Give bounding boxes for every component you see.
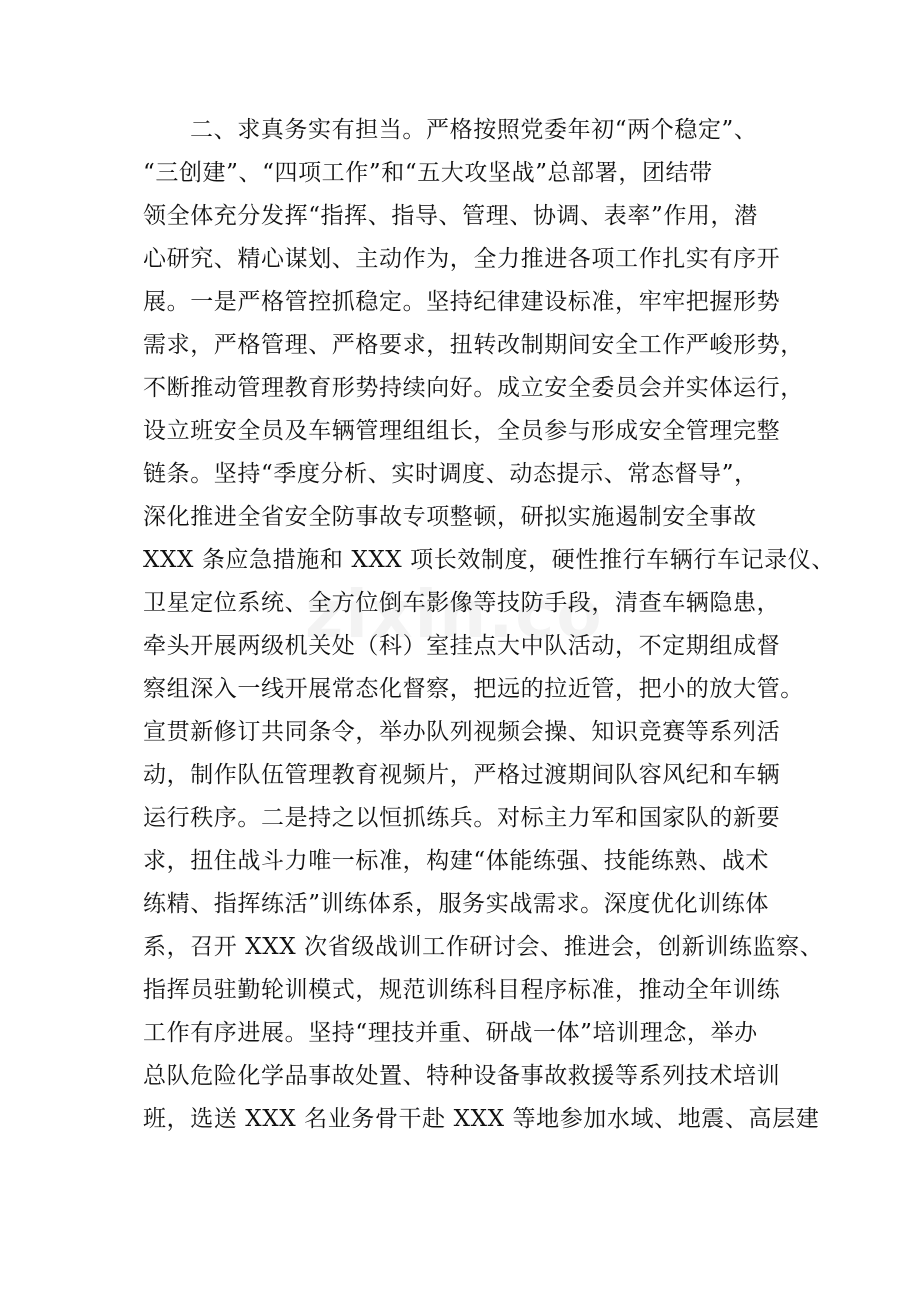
paragraph-line: 班，选送 XXX 名业务骨干赴 XXX 等地参加水域、地震、高层建 bbox=[143, 1106, 820, 1132]
paragraph-line: 动，制作队伍管理教育视频片，严格过渡期间队容风纪和车辆 bbox=[143, 762, 781, 788]
paragraph-line: 察组深入一线开展常态化督察，把远的拉近管，把小的放大管。 bbox=[143, 676, 804, 702]
svg-text:zixin.com: zixin.co bbox=[305, 576, 604, 653]
paragraph-line: 链条。坚持“季度分析、实时调度、动态提示、常态督导”， bbox=[143, 461, 758, 487]
paragraph-line: 系，召开 XXX 次省级战训工作研讨会、推进会，创新训练监察、 bbox=[143, 934, 824, 960]
paragraph-line: 领全体充分发挥“指挥、指导、管理、协调、表率”作用，潜 bbox=[143, 203, 758, 229]
paragraph-line: 深化推进全省安全防事故专项整顿，研拟实施遏制安全事故 bbox=[143, 504, 757, 530]
paragraph-line: 牵头开展两级机关处（科）室挂点大中队活动，不定期组成督 bbox=[143, 633, 781, 659]
paragraph-line: 心研究、精心谋划、主动作为，全力推进各项工作扎实有序开 bbox=[143, 246, 781, 272]
paragraph-line: 展。一是严格管控抓稳定。坚持纪律建设标准，牢牢把握形势 bbox=[143, 289, 781, 315]
paragraph-line: 求，扭住战斗力唯一标准，构建“体能练强、技能练熟、战术 bbox=[143, 848, 769, 874]
paragraph-line: XXX 条应急措施和 XXX 项长效制度，硬性推行车辆行车记录仪、 bbox=[143, 547, 835, 573]
paragraph-line: 总队危险化学品事故处置、特种设备事故救援等系列技术培训 bbox=[143, 1063, 781, 1089]
paragraph-line: 指挥员驻勤轮训模式，规范训练科目程序标准，推动全年训练 bbox=[143, 977, 781, 1003]
paragraph-line: 不断推动管理教育形势持续向好。成立安全委员会并实体运行， bbox=[143, 375, 804, 401]
paragraph-line: 卫星定位系统、全方位倒车影像等技防手段，清查车辆隐患， bbox=[143, 590, 781, 616]
paragraph-line: 需求，严格管理、严格要求，扭转改制期间安全工作严峻形势， bbox=[143, 332, 804, 358]
paragraph-line: 运行秩序。二是持之以恒抓练兵。对标主力军和国家队的新要 bbox=[143, 805, 781, 831]
paragraph-line: 二、求真务实有担当。严格按照党委年初“两个稳定”、 bbox=[190, 117, 758, 143]
paragraph-line: 设立班安全员及车辆管理组组长，全员参与形成安全管理完整 bbox=[143, 418, 781, 444]
paragraph-line: 工作有序进展。坚持“理技并重、研战一体”培训理念，举办 bbox=[143, 1020, 758, 1046]
paragraph-line: 练精、指挥练活”训练体系，服务实战需求。深度优化训练体 bbox=[143, 891, 769, 917]
paragraph-line: “三创建”、“四项工作”和“五大攻坚战”总部署，团结带 bbox=[143, 160, 713, 186]
paragraph-line: 宣贯新修订共同条令，举办队列视频会操、知识竞赛等系列活 bbox=[143, 719, 781, 745]
